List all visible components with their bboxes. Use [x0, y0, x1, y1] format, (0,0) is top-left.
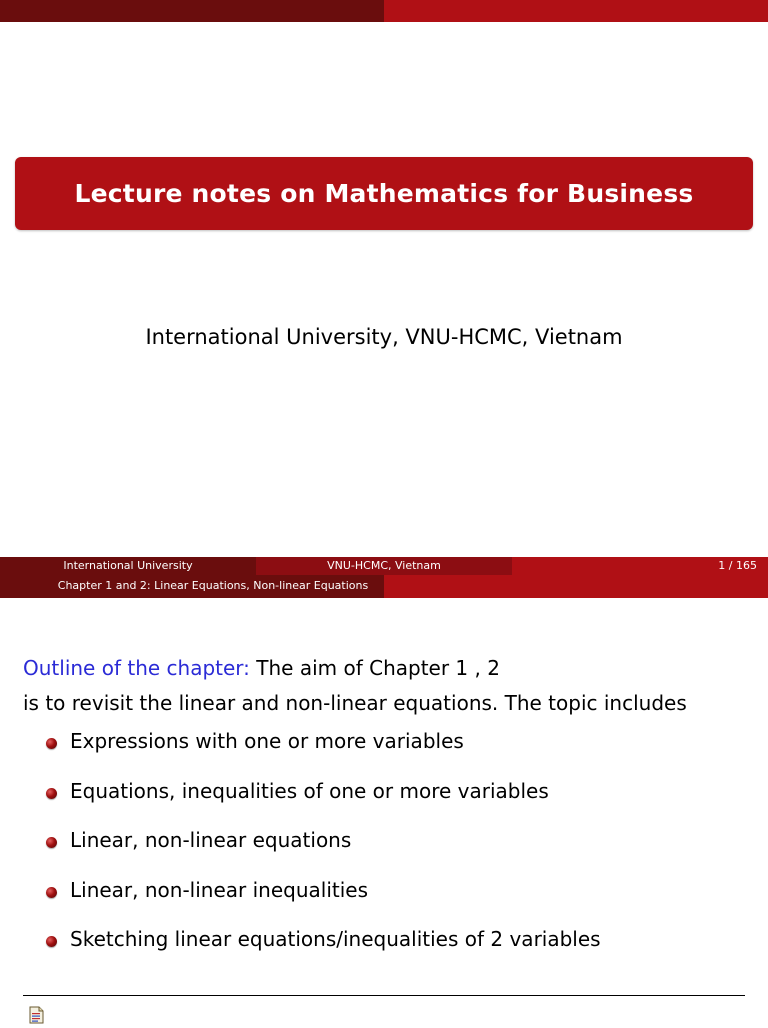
footnote-rule: [23, 995, 745, 996]
outline-heading: [23, 656, 500, 680]
footer-bar-chapter-right: [384, 575, 768, 598]
header-bar-right: [384, 0, 768, 22]
footer-page-number: 1 / 165: [718, 559, 757, 572]
footer-location: VNU-HCMC, Vietnam: [327, 559, 441, 572]
list-item: [46, 729, 601, 779]
list-item-text: Linear, non-linear equations: [70, 828, 352, 852]
footer-institution: International University: [63, 559, 193, 572]
bullet-icon: [46, 788, 57, 799]
list-item: [46, 878, 601, 928]
list-item-text: Sketching linear equations/inequalities of 2 variables: [70, 927, 601, 951]
institute-line: International University, VNU-HCMC, Vietnam: [145, 325, 623, 349]
outline-intro: is to revisit the linear and non-linear equations. The topic includes: [23, 691, 687, 715]
list-item: [46, 927, 601, 977]
footer-chapter: Chapter 1 and 2: Linear Equations, Non-linear Equations: [57, 579, 369, 592]
bullet-icon: [46, 887, 57, 898]
topic-list: [46, 729, 601, 977]
slide-title: Lecture notes on Mathematics for Business: [74, 179, 694, 208]
title-box: [15, 157, 753, 230]
outline-label: Outline of the chapter:: [23, 656, 250, 680]
list-item-text: Equations, inequalities of one or more variables: [70, 778, 549, 803]
list-item-text: Linear, non-linear inequalities: [70, 877, 369, 902]
list-item: [46, 779, 601, 829]
header-bar-left: [0, 0, 384, 22]
list-item: [46, 828, 601, 878]
outline-text: The aim of Chapter 1 , 2: [249, 656, 500, 680]
list-item-text: Expressions with one or more variables: [70, 729, 464, 753]
document-icon[interactable]: [28, 1006, 45, 1024]
bullet-icon: [46, 738, 57, 749]
bullet-icon: [46, 837, 57, 848]
bullet-icon: [46, 936, 57, 947]
